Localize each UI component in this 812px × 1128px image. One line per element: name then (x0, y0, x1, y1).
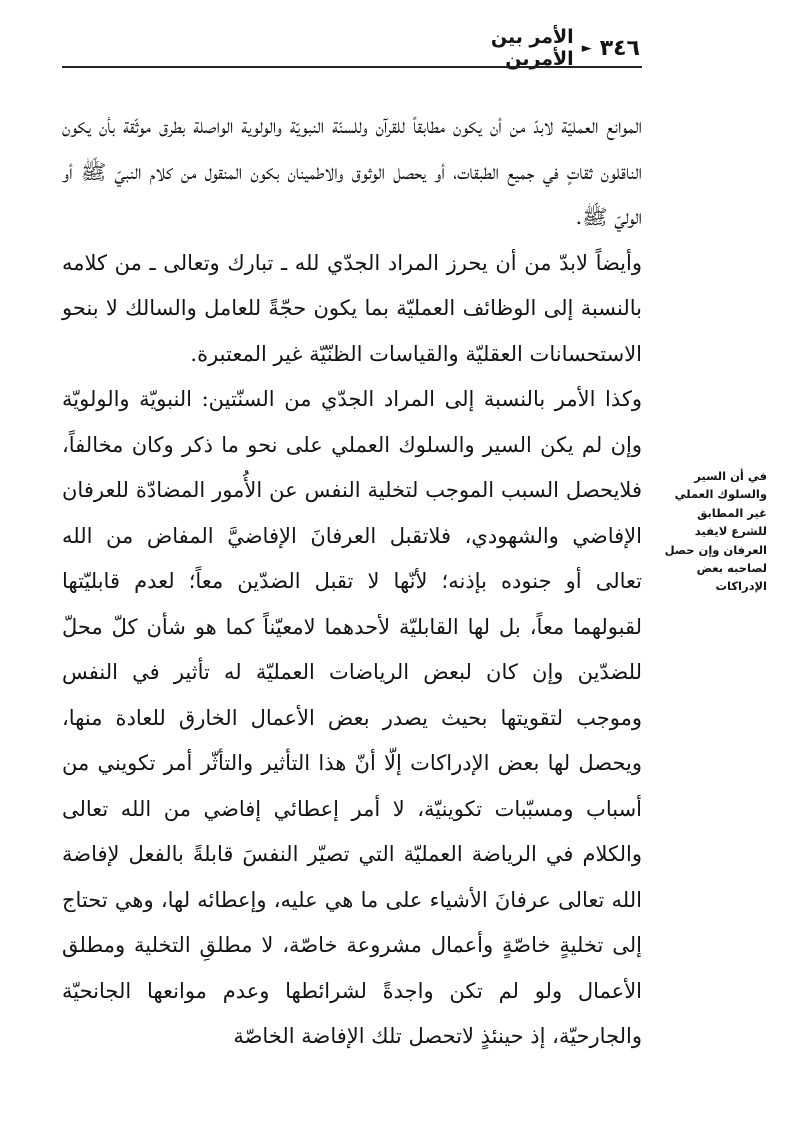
header-rule (62, 66, 642, 68)
main-text (62, 104, 642, 1060)
page-number: ٣٤٦ (599, 35, 640, 61)
paragraph-1: الموانع العمليّة لابدّ من أن يكون مطابقاً للقرآن وللسنّة النبويّة والولوية الواصلة بطرق موثّقة بأن يكون الناقلون ثقاتٍ في جميع الطبقات، أو يحصل الوثوق والاطمينان بكون المنقول من كلام النبيّ ﷺ أو الوليّ ﷺ. (62, 114, 642, 229)
paragraph-3: وكذا الأمر بالنسبة إلى المراد الجدّي من السنّتين: النبويّة والولويّة وإن لم يكن السير والسلوك العملي على نحو ما ذكر وكان مخالفاً، فلايحصل السبب الموجب لتخلية النفس عن الأُمور المضادّة للعرفان الإفاضي والشهودي، فلاتقبل العرفانَ الإفاضيَّ المفاض من الله تعالى أو جنوده بإذنه؛ لأنّها لا تقبل الضدّين معاً؛ لعدم قابليّتها لقبولهما معاً، بل لها القابليّة لأحدهما لامعيّناً كما هو شأن كلّ محلّ للضدّين وإن كان لبعض الرياضات العمليّة له تأثير في النفس وموجب لتقويتها بحيث يصدر بعض الأعمال الخارق للعادة منها، ويحصل لها بعض الإدراكات إلّا أنّ هذا التأثير والتأثّر أمر تكويني من أسباب ومسبّبات تكوينيّة، لا أمر إعطائي إفاضي من الله تعالى والكلام في الرياضة العمليّة التي تصيّر النفسَ قابلةً بالفعل لإفاضة الله تعالى عرفانَ الأشياء على ما هي عليه، وإعطائه لها، وهي تحتاج إلى تخليةٍ خاصّةٍ وأعمال مشروعة خاصّة، لا مطلقِ التخلية ومطلق الأعمال ولو لم تكن واجدةً لشرائطها وعدم موانعها الجانحيّة والجارحيّة، إذ حينئذٍ لاتحصل تلك الإفاضة الخاصّة (62, 387, 642, 1048)
margin-note: في أن السير والسلوك العملي غير المطابق للشرع لايفيد العرفان وإن حصل لصاحبه بعض الإدراكات (664, 469, 767, 594)
arrow-icon: ► (581, 40, 592, 56)
running-title: الأمر بين الأمرين (490, 26, 574, 70)
running-header (440, 26, 640, 70)
paragraph-2: وأيضاً لابدّ من أن يحرز المراد الجدّي لله ـ تبارك وتعالى ـ من كلامه بالنسبة إلى الوظائف العمليّة بما يكون حجّةً للعامل والسالك لا بنحو الاستحسانات العقليّة والقياسات الظنّيّة غير المعتبرة. (62, 250, 642, 366)
